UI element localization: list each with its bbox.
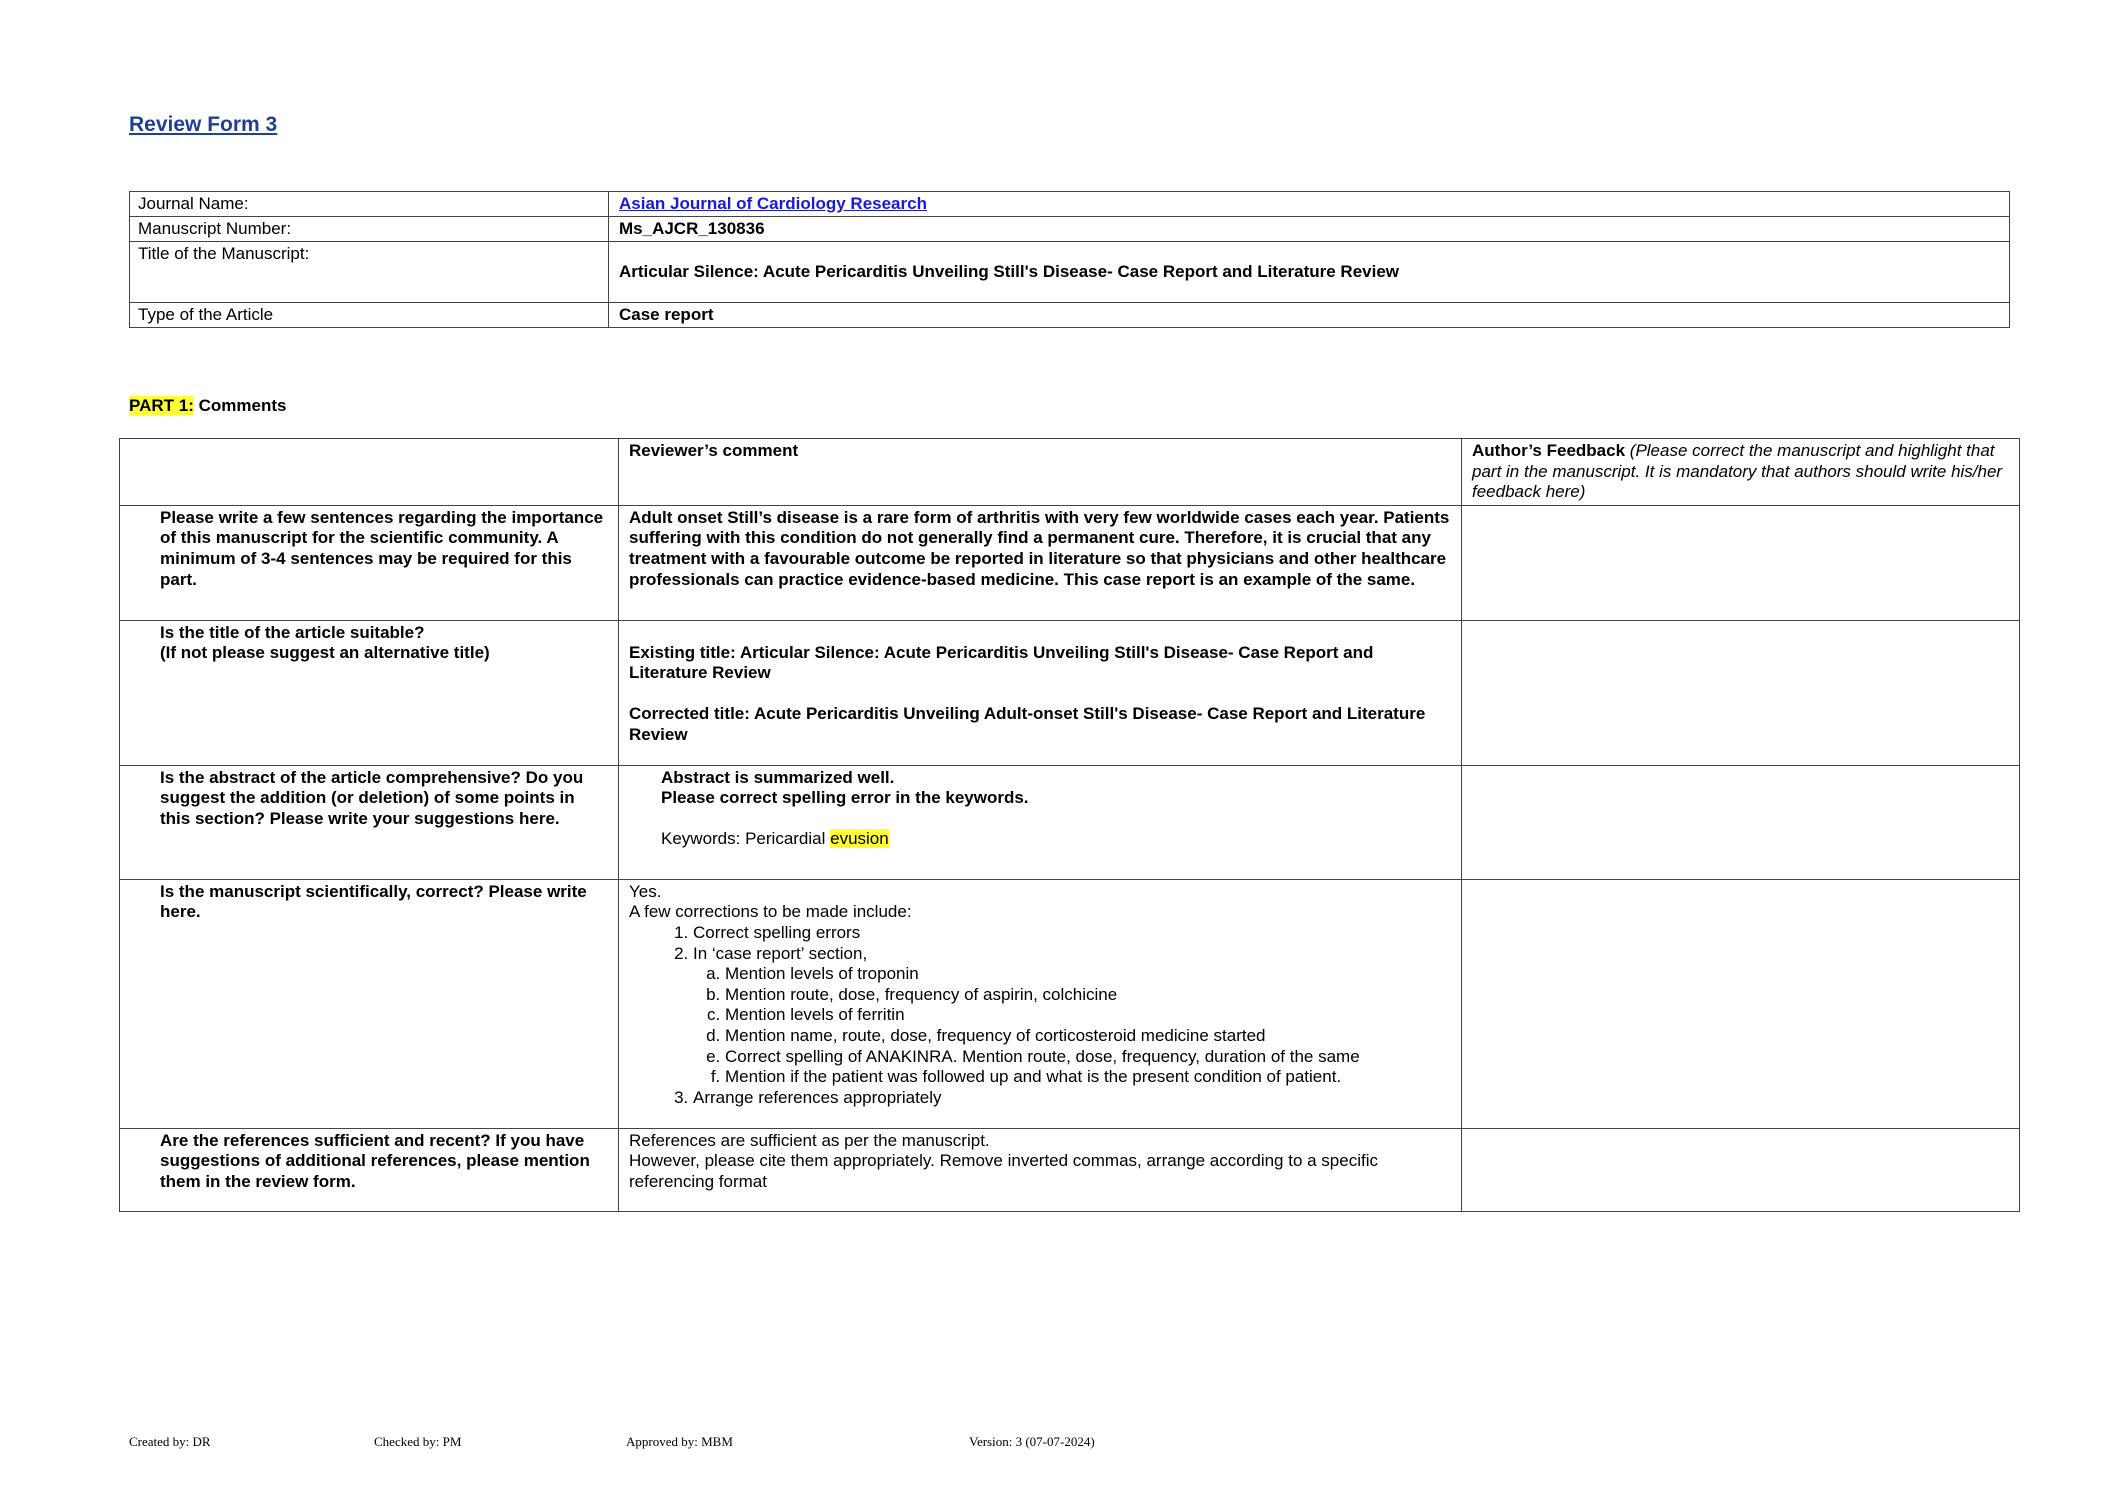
journal-row xyxy=(130,192,2010,217)
comment-scientific xyxy=(619,879,1462,1128)
feedback-cell[interactable] xyxy=(1462,765,2020,879)
author-feedback-title: Author’s Feedback xyxy=(1472,441,1626,460)
question-title-line1: Is the title of the article suitable? xyxy=(160,622,425,642)
header-reviewer-comment: Reviewer’s comment xyxy=(619,439,1462,506)
header-empty-cell xyxy=(120,439,619,506)
question-title xyxy=(120,620,619,765)
journal-name-link[interactable]: Asian Journal of Cardiology Research xyxy=(619,194,927,213)
scientific-intro: A few corrections to be made include: xyxy=(629,902,912,922)
feedback-cell[interactable] xyxy=(1462,505,2020,620)
list-item: d. Mention name, route, dose, frequency of corticosteroid medicine started xyxy=(725,1026,1451,1047)
question-title-line2: (If not please suggest an alternative title) xyxy=(160,643,490,663)
list-item: e. Correct spelling of ANAKINRA. Mention route, dose, frequency, duration of the same xyxy=(725,1047,1451,1068)
journal-name-label: Journal Name: xyxy=(130,192,609,217)
part1-title: Comments xyxy=(198,396,287,415)
header-author-feedback xyxy=(1462,439,2020,506)
references-line2: However, please cite them appropriately. Remove inverted commas, arrange according to a specific referencing format xyxy=(629,1151,1378,1191)
list-item xyxy=(693,944,1451,1088)
references-line1: References are sufficient as per the manuscript. xyxy=(629,1130,990,1150)
existing-title: Existing title: Articular Silence: Acute Pericarditis Unveiling Still's Disease- Case Report and Literature Review xyxy=(629,642,1374,683)
keywords-highlight: evusion xyxy=(830,828,889,848)
keywords-prefix: Keywords: Pericardial xyxy=(661,828,831,848)
part1-heading xyxy=(129,396,286,416)
footer-checked-by: Checked by: PM xyxy=(374,1434,462,1449)
comment-importance: Adult onset Still’s disease is a rare form of arthritis with very few worldwide cases each year. Patients suffering with this condition do not generally find a permanent cure. Therefore, it is crucial that any treatment with a favourable outcome be reported in literature so that physicians and other healthcare professionals can practice evidence-based medicine. This case report is an example of the same. xyxy=(619,505,1462,620)
manuscript-number-value: Ms_AJCR_130836 xyxy=(609,217,2010,242)
list-item: a. Mention levels of troponin xyxy=(725,964,1451,985)
footer-version: Version: 3 (07-07-2024) xyxy=(969,1434,1095,1449)
list-item: b. Mention route, dose, frequency of aspirin, colchicine xyxy=(725,985,1451,1006)
corrected-title: Corrected title: Acute Pericarditis Unveiling Adult-onset Still's Disease- Case Report and Literature Review xyxy=(629,703,1426,744)
table-row xyxy=(120,620,2020,765)
feedback-cell[interactable] xyxy=(1462,879,2020,1128)
manuscript-info-table xyxy=(129,191,2010,328)
comments-header-row xyxy=(120,439,2020,506)
article-type-value: Case report xyxy=(609,303,2010,328)
list-item: 3. Arrange references appropriately xyxy=(693,1088,1451,1109)
comments-table xyxy=(119,438,2020,1212)
abstract-line1: Abstract is summarized well. xyxy=(661,767,895,787)
journal-name-cell xyxy=(609,192,2010,217)
question-references: Are the references sufficient and recent? If you have suggestions of additional references, please mention them in the review form. xyxy=(120,1128,619,1211)
list-item: f. Mention if the patient was followed up and what is the present condition of patient. xyxy=(725,1067,1451,1088)
comment-title xyxy=(619,620,1462,765)
manuscript-title-label: Title of the Manuscript: xyxy=(130,242,609,303)
part1-label: PART 1: xyxy=(129,396,194,415)
abstract-line2: Please correct spelling error in the keywords. xyxy=(661,788,1029,808)
table-row xyxy=(120,765,2020,879)
question-importance: Please write a few sentences regarding the importance of this manuscript for the scientific community. A minimum of 3-4 sentences may be required for this part. xyxy=(120,505,619,620)
footer-approved-by: Approved by: MBM xyxy=(626,1434,733,1449)
list-item: c. Mention levels of ferritin xyxy=(725,1005,1451,1026)
feedback-cell[interactable] xyxy=(1462,1128,2020,1211)
scientific-yes: Yes. xyxy=(629,881,662,901)
footer-created-by: Created by: DR xyxy=(129,1434,211,1449)
manuscript-title-row xyxy=(130,242,2010,303)
feedback-cell[interactable] xyxy=(1462,620,2020,765)
keywords-line xyxy=(629,829,1451,850)
question-abstract: Is the abstract of the article comprehensive? Do you suggest the addition (or deletion) of some points in this section? Please write your suggestions here. xyxy=(120,765,619,879)
case-report-sublist xyxy=(693,964,1451,1088)
author-feedback-instructions: (Please correct the manuscript and highlight that part in the manuscript. It is mandatory that authors should write his/her feedback here) xyxy=(1472,441,2003,502)
comment-references xyxy=(619,1128,1462,1211)
table-row xyxy=(120,1128,2020,1211)
manuscript-number-row xyxy=(130,217,2010,242)
question-scientific: Is the manuscript scientifically, correct? Please write here. xyxy=(120,879,619,1128)
list-item: 1. Correct spelling errors xyxy=(693,923,1451,944)
comment-abstract xyxy=(619,765,1462,879)
corrections-list xyxy=(629,923,1451,1108)
case-report-item: In ‘case report’ section, xyxy=(693,943,868,963)
manuscript-number-label: Manuscript Number: xyxy=(130,217,609,242)
table-row xyxy=(120,879,2020,1128)
article-type-label: Type of the Article xyxy=(130,303,609,328)
page-title: Review Form 3 xyxy=(129,113,278,136)
article-type-row xyxy=(130,303,2010,328)
manuscript-title-value: Articular Silence: Acute Pericarditis Unveiling Still's Disease- Case Report and Literature Review xyxy=(609,242,2010,303)
table-row xyxy=(120,505,2020,620)
